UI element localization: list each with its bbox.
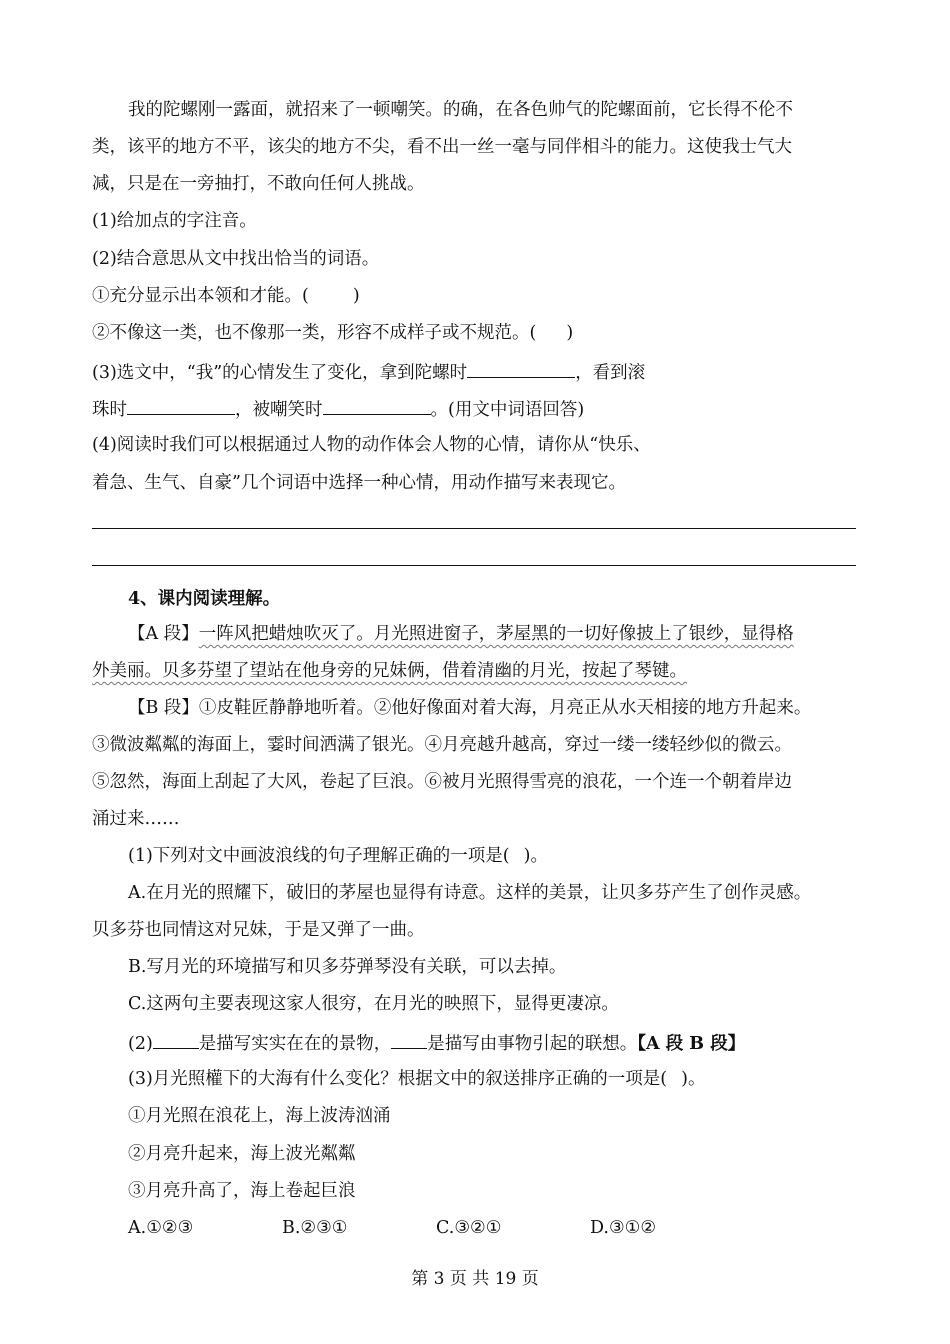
question-2a-close: ) xyxy=(352,286,360,306)
question-2b xyxy=(92,322,573,344)
sub-question-1-close: )。 xyxy=(523,846,548,866)
wavy-sentence: 一阵风把蜡烛吹灭了。月光照进窗子，茅屋黑的一切好像披上了银纱，显得格 xyxy=(198,624,794,644)
sub-question-1-text: (1)下列对文中画波浪线的句子理解正确的一项是( xyxy=(128,846,510,866)
question-4-line-1: (4)阅读时我们可以根据通过人物的动作体会人物的心情，请你从“快乐、 xyxy=(92,435,651,455)
choice-options xyxy=(128,1217,656,1239)
b-paragraph-line-2: ③微波粼粼的海面上，霎时间洒满了银光。④月亮越升越高，穿过一缕一缕轻纱似的微云。 xyxy=(92,735,792,755)
order-item-1: ①月光照在浪花上，海上波涛汹涌 xyxy=(128,1106,391,1126)
a-paragraph-line-2 xyxy=(92,660,687,682)
b-paragraph-line-4: 涌过来…… xyxy=(92,809,180,829)
question-2a xyxy=(92,285,360,307)
answer-blank[interactable] xyxy=(467,360,575,378)
option-b: B.写月光的环境描写和贝多芬弹琴没有关联，可以去掉。 xyxy=(128,957,567,977)
passage-line-3: 减，只是在一旁抽打，不敢向任何人挑战。 xyxy=(92,174,425,194)
sub-question-2-text: (2) xyxy=(128,1034,153,1054)
sub-question-2 xyxy=(128,1031,745,1055)
sub-question-2-text: 是描写实实在在的景物， xyxy=(198,1034,392,1054)
question-3-line-1 xyxy=(92,360,645,384)
order-item-2: ②月亮升起来，海上波光粼粼 xyxy=(128,1144,356,1164)
question-3-text: (3)选文中，“我”的心情发生了变化，拿到陀螺时 xyxy=(92,363,468,383)
question-3-text: 珠时 xyxy=(92,400,127,420)
order-item-3: ③月亮升高了，海上卷起巨浪 xyxy=(128,1181,356,1201)
b-paragraph-line-3: ⑤忽然，海面上刮起了大风，卷起了巨浪。⑥被月光照得雪亮的浪花，一个连一个朝着岸边 xyxy=(92,772,792,792)
sub-question-3-close: )。 xyxy=(681,1069,706,1089)
option-a-line-2: 贝多芬也同情这对兄妹，于是又弹了一曲。 xyxy=(92,920,425,940)
sub-question-1 xyxy=(128,845,548,867)
option-c: C.这两句主要表现这家人很穷，在月光的映照下，显得更凄凉。 xyxy=(128,994,619,1014)
question-2b-text: ②不像这一类，也不像那一类，形容不成样子或不规范。( xyxy=(92,323,537,343)
option-a-line-1: A.在月光的照耀下，破旧的茅屋也显得有诗意。这样的美景，让贝多芬产生了创作灵感。 xyxy=(128,883,812,903)
choice-a[interactable]: A.①②③ xyxy=(128,1218,194,1238)
answer-line[interactable] xyxy=(92,565,856,566)
passage-line-2: 类，该平的地方不平，该尖的地方不尖，看不出一丝一毫与同伴相斗的能力。这使我士气大 xyxy=(92,137,792,157)
question-2a-text: ①充分显示出本领和才能。( xyxy=(92,286,309,306)
sub-question-3 xyxy=(128,1068,705,1090)
passage-line-1: 我的陀螺刚一露面，就招来了一顿嘲笑。的确，在各色帅气的陀螺面前，它长得不伦不 xyxy=(128,100,793,120)
question-3-text: ，被嘲笑时 xyxy=(235,400,323,420)
question-3-text: ，看到滚 xyxy=(575,363,646,383)
sub-question-3-text: (3)月光照權下的大海有什么变化？根据文中的叙送排序正确的一项是( xyxy=(128,1069,668,1089)
answer-blank[interactable] xyxy=(153,1031,199,1049)
question-3-line-2 xyxy=(92,397,584,421)
b-paragraph-line-1: 【B 段】①皮鞋匠静静地听着。②他好像面对着大海，月亮正从水天相接的地方升起来。 xyxy=(128,698,812,718)
sub-question-2-text: 是描写由事物引起的联想。 xyxy=(427,1034,638,1054)
answer-line[interactable] xyxy=(92,528,856,529)
a-tag: 【A 段】 xyxy=(128,624,199,644)
answer-blank[interactable] xyxy=(127,397,235,415)
question-3-text: 。(用文中词语回答) xyxy=(430,400,585,420)
wavy-sentence: 外美丽。贝多芬望了望站在他身旁的兄妹俩，借着清幽的月光，按起了琴键。 xyxy=(92,661,687,681)
question-1: (1)给加点的字注音。 xyxy=(92,211,257,231)
choice-b[interactable]: B.②③① xyxy=(282,1218,348,1238)
choice-hint: 【A 段 B 段】 xyxy=(637,1034,746,1054)
choice-d[interactable]: D.③①② xyxy=(590,1218,657,1238)
a-paragraph-line-1 xyxy=(128,623,794,645)
answer-blank[interactable] xyxy=(323,397,431,415)
choice-c[interactable]: C.③②① xyxy=(436,1218,502,1238)
answer-blank[interactable] xyxy=(391,1031,427,1049)
section-4-title: 4、课内阅读理解。 xyxy=(128,589,281,609)
question-4-line-2: 着急、生气、自豪”几个词语中选择一种心情，用动作描写来表现它。 xyxy=(92,473,626,493)
question-2: (2)结合意思从文中找出恰当的词语。 xyxy=(92,249,380,269)
question-2b-close: ) xyxy=(566,323,574,343)
page-footer: 第 3 页 共 19 页 xyxy=(411,1269,539,1289)
